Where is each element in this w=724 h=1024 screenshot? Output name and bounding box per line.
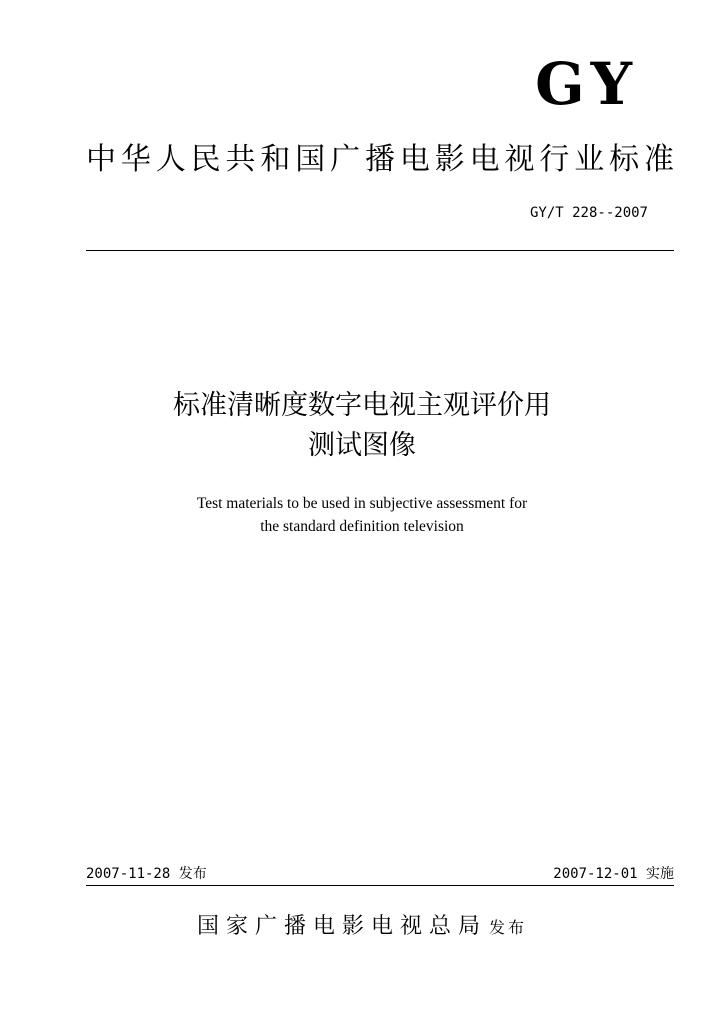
gy-logo: GY [535, 50, 638, 118]
english-title [0, 492, 724, 538]
chinese-title-line-1: 标准清晰度数字电视主观评价用 [173, 390, 551, 421]
bottom-divider [86, 885, 674, 886]
industry-standard-heading: 中华人民共和国广播电影电视行业标准 [86, 142, 674, 177]
english-title-line-2: the standard definition television [260, 518, 464, 535]
implementation-date: 2007-12-01 实施 [553, 866, 674, 882]
standard-number: GY/T 228--2007 [529, 205, 648, 221]
issue-date: 2007-11-28 发布 [86, 866, 207, 882]
publisher-suffix: 发布 [489, 918, 528, 937]
publisher-line [0, 912, 724, 943]
chinese-title [0, 386, 724, 466]
publisher-name: 国家广播电影电视总局 [196, 914, 487, 939]
top-divider [86, 250, 674, 251]
chinese-title-line-2: 测试图像 [308, 430, 416, 461]
english-title-line-1: Test materials to be used in subjective assessment for [196, 495, 528, 512]
